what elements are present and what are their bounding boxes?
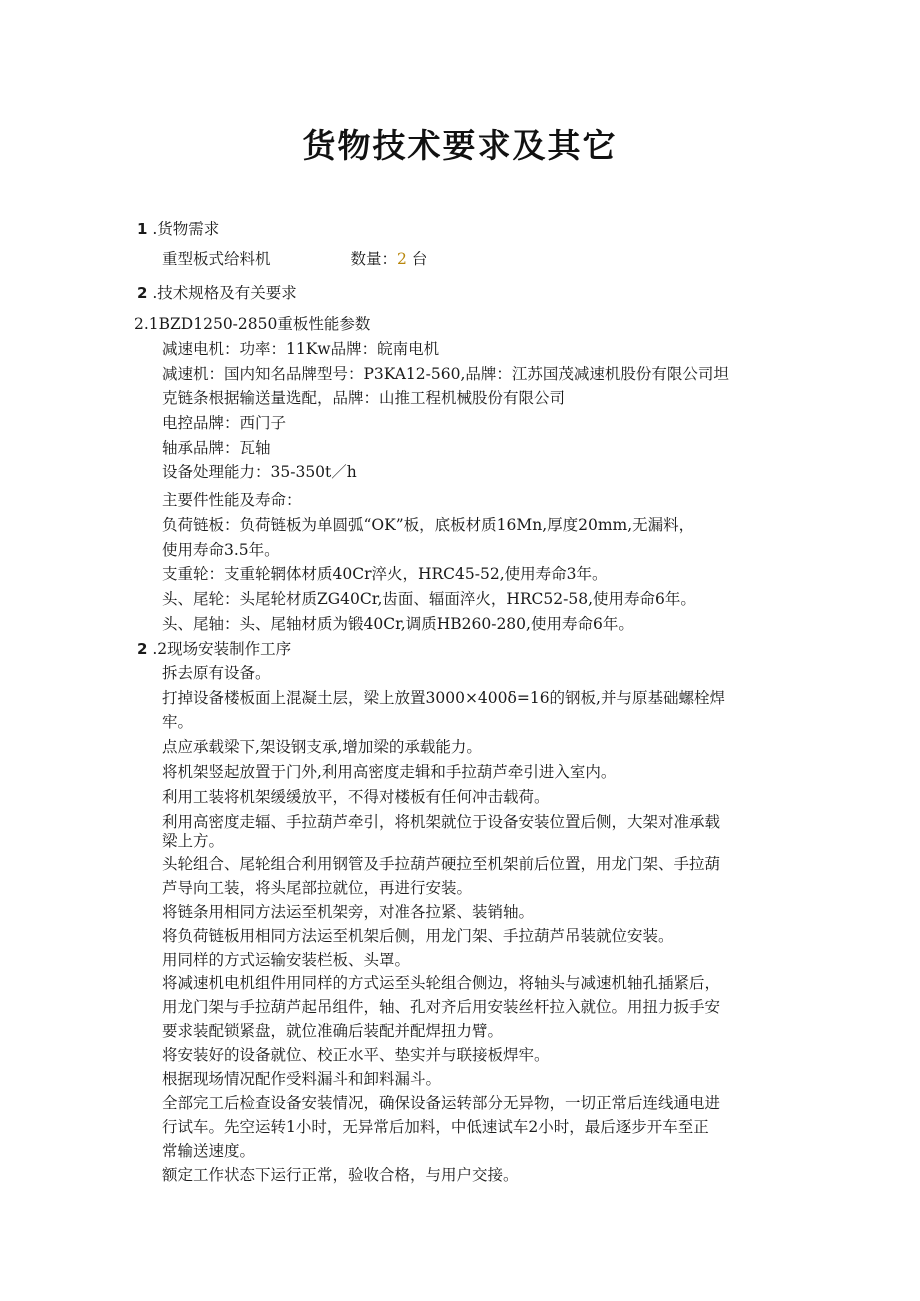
step-line: 芦导向工装，将头尾部拉就位，再进行安装。 bbox=[162, 879, 473, 897]
step-line: 全部完工后检查设备安装情况，确保设备运转部分无异物，一切正常后连线通电进 bbox=[162, 1094, 721, 1112]
param-line: 支重轮：支重轮辋体材质40Cr淬火，HRC45-52,使用寿命3年。 bbox=[162, 565, 608, 583]
step-line: 要求装配锁紧盘，就位准确后装配并配焊扭力臂。 bbox=[162, 1022, 504, 1040]
goods-item: 重型板式给料机 bbox=[162, 250, 271, 268]
section-2-2-text: .2现场安装制作工序 bbox=[147, 640, 292, 658]
step-line: 头轮组合、尾轮组合利用钢管及手拉葫芦硬拉至机架前后位置，用龙门架、手拉葫 bbox=[162, 855, 721, 873]
section-2-heading bbox=[137, 283, 297, 303]
param-line: 轴承品牌：瓦轴 bbox=[162, 439, 271, 457]
step-line: 利用工装将机架缓缓放平，不得对楼板有任何冲击载荷。 bbox=[162, 788, 550, 806]
section-2-2-heading bbox=[137, 639, 291, 659]
param-line: 负荷链板：负荷链板为单圆弧“OK”板，底板材质16Mn,厚度20mm,无漏料， bbox=[162, 516, 695, 534]
param-line: 减速电机：功率：11Kw品牌：皖南电机 bbox=[162, 340, 440, 358]
param-line: 减速机：国内知名品牌型号：P3KA12-560,品牌：江苏国茂减速机股份有限公司坦 bbox=[162, 365, 729, 383]
step-line: 将安装好的设备就位、校正水平、垫实并与联接板焊牢。 bbox=[162, 1046, 550, 1064]
step-line: 点应承载梁下,架设钢支承,增加梁的承载能力。 bbox=[162, 738, 482, 756]
param-line: 设备处理能力：35-350t／h bbox=[162, 463, 357, 481]
section-2-1-heading: 2.1BZD1250-2850重板性能参数 bbox=[134, 315, 371, 333]
section-1-text: .货物需求 bbox=[147, 220, 220, 238]
step-line: 用同样的方式运输安装栏板、头罩。 bbox=[162, 951, 411, 969]
step-line: 将减速机电机组件用同样的方式运至头轮组合侧边，将轴头与减速机轴孔插紧后， bbox=[162, 974, 721, 992]
step-line: 常输送速度。 bbox=[162, 1142, 256, 1160]
section-1-heading bbox=[137, 219, 219, 239]
goods-line bbox=[162, 249, 427, 269]
step-line: 梁上方。 bbox=[162, 832, 225, 850]
param-line: 使用寿命3.5年。 bbox=[162, 541, 280, 559]
step-line: 额定工作状态下运行正常，验收合格，与用户交接。 bbox=[162, 1166, 519, 1184]
step-line: 用龙门架与手拉葫芦起吊组件，轴、孔对齐后用安装丝杆拉入就位。用扭力扳手安 bbox=[162, 998, 721, 1016]
document-title: 货物技术要求及其它 bbox=[302, 126, 618, 165]
goods-qty-label: 数量： bbox=[350, 250, 398, 268]
step-line: 根据现场情况配作受料漏斗和卸料漏斗。 bbox=[162, 1070, 442, 1088]
param-line: 电控品牌：西门子 bbox=[162, 414, 287, 432]
param-line: 主要件性能及寿命： bbox=[162, 491, 302, 509]
goods-qty-unit: 台 bbox=[411, 250, 428, 268]
param-line: 头、尾轴：头、尾轴材质为锻40Cr,调质HB260-280,使用寿命6年。 bbox=[162, 615, 634, 633]
param-line: 克链条根据输送量选配，品牌：山推工程机械股份有限公司 bbox=[162, 389, 566, 407]
step-line: 牢。 bbox=[162, 713, 194, 731]
param-line: 头、尾轮：头尾轮材质ZG40Cr,齿面、辐面淬火，HRC52-58,使用寿命6年。 bbox=[162, 590, 696, 608]
step-line: 利用高密度走辐、手拉葫芦牵引，将机架就位于设备安装位置后侧，大架对准承载 bbox=[162, 813, 721, 831]
step-line: 打掉设备楼板面上混凝土层，梁上放置3000×400δ=16的钢板,并与原基础螺栓焊 bbox=[162, 689, 725, 707]
step-line: 将链条用相同方法运至机架旁，对准各拉紧、装销轴。 bbox=[162, 903, 535, 921]
goods-qty-value: 2 bbox=[397, 250, 407, 268]
step-line: 将负荷链板用相同方法运至机架后侧，用龙门架、手拉葫芦吊装就位安装。 bbox=[162, 927, 674, 945]
section-2-text: .技术规格及有关要求 bbox=[147, 284, 297, 302]
section-2-2-number: 2 bbox=[137, 640, 148, 658]
step-line: 拆去原有设备。 bbox=[162, 664, 271, 682]
step-line: 将机架竖起放置于门外,利用高密度走辑和手拉葫芦牵引进入室内。 bbox=[162, 763, 617, 781]
section-1-number: 1 bbox=[137, 220, 148, 238]
section-2-number: 2 bbox=[137, 284, 148, 302]
step-line: 行试车。先空运转1小时，无异常后加料，中低速试车2小时，最后逐步开车至正 bbox=[162, 1118, 709, 1136]
